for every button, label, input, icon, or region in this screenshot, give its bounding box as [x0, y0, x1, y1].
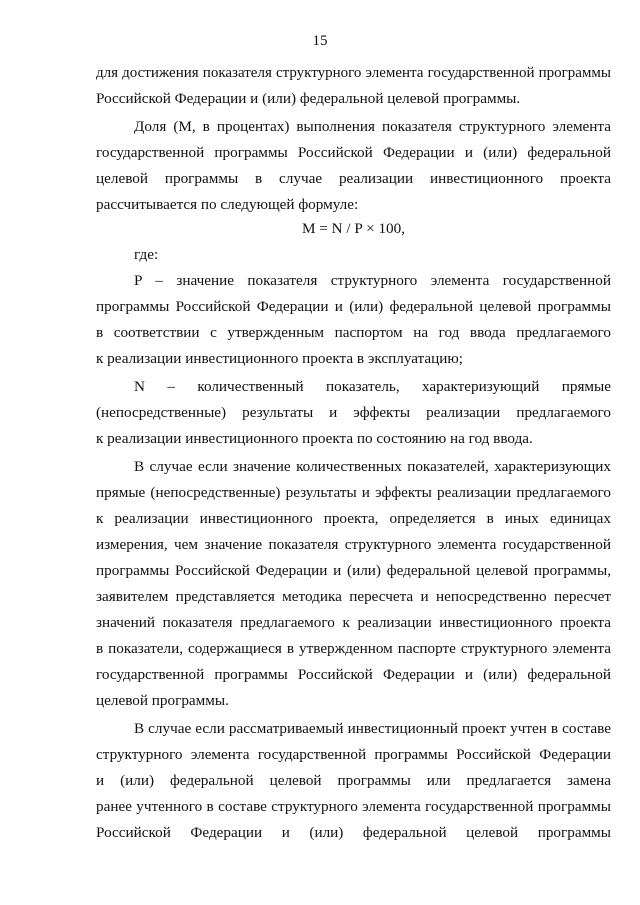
text-line: к реализации инвестиционного проекта, определяется в иных единицах: [96, 510, 611, 527]
text-line: государственной программы Российской Федерации и (или) федеральной: [96, 666, 611, 683]
text-line: государственной программы Российской Федерации и (или) федеральной: [96, 144, 611, 161]
text-line: целевой программы в случае реализации инвестиционного проекта: [96, 170, 611, 187]
page-number: 15: [312, 33, 328, 49]
text-line: значений показателя предлагаемого к реализации инвестиционного проекта: [96, 614, 611, 631]
text-line: Российской Федерации и (или) федеральной целевой программы: [96, 824, 611, 841]
text-line: ранее учтенного в составе структурного элемента государственной программы: [96, 798, 611, 815]
text-line: P – значение показателя структурного элемента государственной: [134, 272, 611, 289]
formula: M = N / P × 100,: [301, 220, 406, 237]
text-line: и (или) федеральной целевой программы или предлагается замена: [96, 772, 611, 789]
text-line: заявителем представляется методика пересчета и непосредственно пересчет: [96, 588, 611, 605]
text-line: рассчитывается по следующей формуле:: [96, 196, 359, 213]
text-line: измерения, чем значение показателя структурного элемента государственной: [96, 536, 611, 553]
text-line: Доля (М, в процентах) выполнения показателя структурного элемента: [134, 118, 611, 135]
text-line: целевой программы.: [96, 692, 229, 709]
text-line: программы Российской Федерации и (или) федеральной целевой программы: [96, 298, 611, 315]
text-line: В случае если рассматриваемый инвестиционный проект учтен в составе: [134, 720, 611, 737]
text-line: к реализации инвестиционного проекта в эксплуатацию;: [96, 350, 463, 367]
text-line: структурного элемента государственной программы Российской Федерации: [96, 746, 611, 763]
text-line: в соответствии с утвержденным паспортом на год ввода предлагаемого: [96, 324, 611, 341]
text-line: где:: [134, 246, 159, 263]
text-line: в показатели, содержащиеся в утвержденном паспорте структурного элемента: [96, 640, 611, 657]
text-line: Российской Федерации и (или) федеральной целевой программы.: [96, 90, 521, 107]
text-line: для достижения показателя структурного элемента государственной программы: [96, 65, 611, 81]
text-line: (непосредственные) результаты и эффекты реализации предлагаемого: [96, 404, 611, 421]
text-line: прямые (непосредственные) результаты и эффекты реализации предлагаемого: [96, 484, 611, 501]
text-line: программы Российской Федерации и (или) федеральной целевой программы,: [96, 562, 611, 579]
text-line: N – количественный показатель, характеризующий прямые: [134, 378, 611, 395]
text-line: к реализации инвестиционного проекта по состоянию на год ввода.: [96, 430, 533, 447]
text-line: В случае если значение количественных показателей, характеризующих: [134, 458, 611, 475]
